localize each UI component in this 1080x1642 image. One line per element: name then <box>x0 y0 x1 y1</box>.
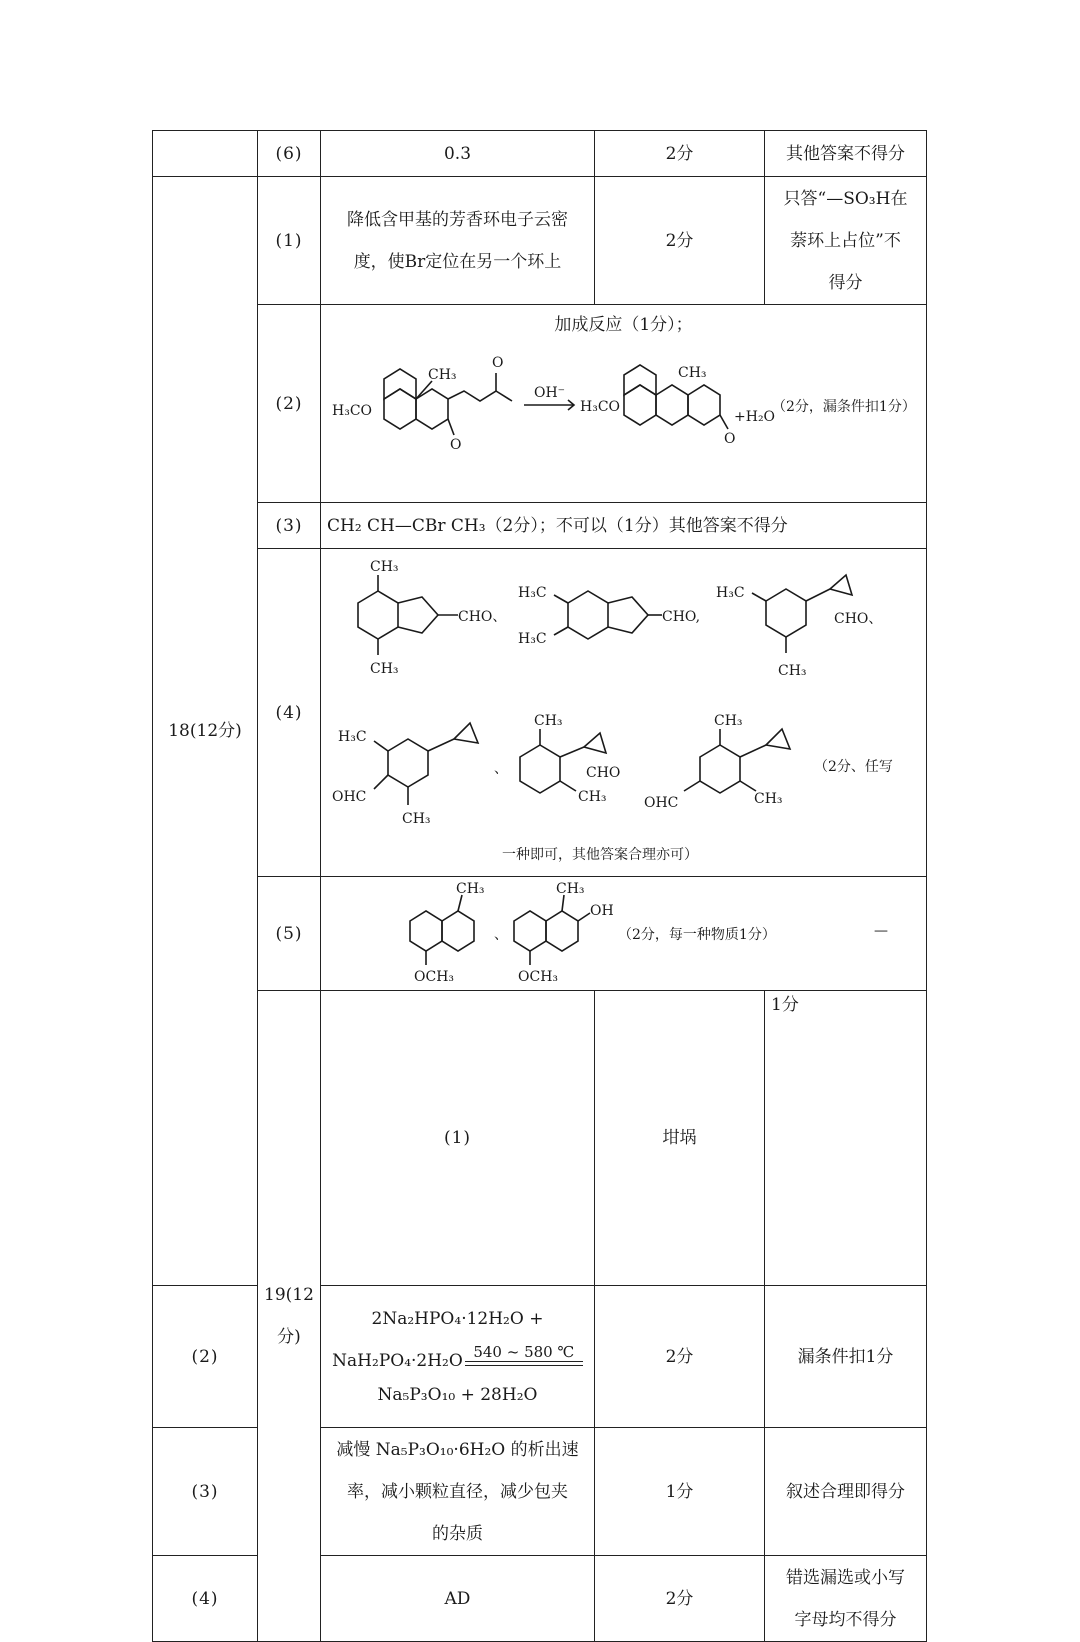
part-number: (6) <box>258 131 321 177</box>
answer-cell: 坩埚 <box>595 991 765 1286</box>
isomer-label: H₃C <box>715 584 745 601</box>
reactant-substituent: H₃CO <box>331 403 372 419</box>
isomer-label: H₃C <box>337 728 367 745</box>
isomer-structures <box>322 553 926 873</box>
score-cell: 2分 <box>595 131 765 177</box>
isomer-label: CH₃ <box>753 790 783 807</box>
structure-label: OH <box>589 902 614 919</box>
score-cell: 1分 <box>595 1428 765 1556</box>
dash-mark: — <box>873 922 888 939</box>
isomer-label: H₃C <box>517 584 547 601</box>
product-substituent: H₃CO <box>579 399 620 415</box>
isomer-label: CH₃ <box>577 788 607 805</box>
table-row <box>153 305 927 503</box>
part-number: (4) <box>153 1556 258 1642</box>
reagent: OH⁻ <box>533 385 565 401</box>
isomer-separator: 、 <box>493 760 508 777</box>
answer-line: 率，减小颗粒直径，减少包夹 <box>347 1481 568 1502</box>
question-cell-empty <box>153 131 258 177</box>
answer-line: 减慢 Na₅P₃O₁₀·6H₂O 的析出速 <box>336 1439 579 1460</box>
isomer-label: CH₃ <box>533 712 563 729</box>
water: +H₂O <box>733 409 775 425</box>
isomer-note: 一种即可，其他答案合理亦可） <box>501 846 698 863</box>
score-cell: 2分 <box>595 1556 765 1642</box>
part-number: (4) <box>258 549 321 877</box>
table-row <box>153 131 927 177</box>
structure-label: OCH₃ <box>517 968 558 985</box>
reactant-ch3: CH₃ <box>427 367 457 383</box>
score-cell: 1分 <box>765 991 927 1286</box>
equation-cell <box>321 1286 595 1428</box>
table-row <box>153 503 927 549</box>
equation-line: 2Na₂HPO₄·12H₂O + <box>371 1308 544 1329</box>
note-cell <box>765 1556 927 1642</box>
answer-line: 降低含甲基的芳香环电子云密 <box>347 209 568 230</box>
table-row <box>153 991 927 1286</box>
isomer-label: CHO <box>585 764 620 781</box>
note-cell <box>765 177 927 305</box>
answer-key-table <box>152 130 926 1630</box>
svg-text:O: O <box>449 437 461 453</box>
isomer-label: CHO、 <box>457 608 506 625</box>
score-cell: 2分 <box>595 177 765 305</box>
products-note: （2分，每一种物质1分） <box>617 926 776 943</box>
note-line: 萘环上占位”不 <box>790 230 901 251</box>
part-number: (3) <box>153 1428 258 1556</box>
note-line: 字母均不得分 <box>794 1609 897 1630</box>
table-row <box>153 549 927 877</box>
reaction-scheme <box>324 339 924 479</box>
note-cell: 叙述合理即得分 <box>765 1428 927 1556</box>
part-number: (1) <box>258 177 321 305</box>
answer-line: 度，使Br定位在另一个环上 <box>353 251 562 272</box>
isomer-label: CH₃ <box>401 810 431 827</box>
table-row <box>153 177 927 305</box>
note-cell: 其他答案不得分 <box>765 131 927 177</box>
equation-line: Na₅P₃O₁₀ + 28H₂O <box>377 1384 538 1405</box>
products-cell <box>321 877 927 991</box>
score-cell: 2分 <box>595 1286 765 1428</box>
product-structure <box>624 365 728 429</box>
structure-separator: 、 <box>493 926 508 943</box>
note-cell: 漏条件扣1分 <box>765 1286 927 1428</box>
structure-label: CH₃ <box>555 880 585 897</box>
isomer-label: OHC <box>643 794 678 811</box>
structure-label: CH₃ <box>455 880 485 897</box>
note-line: 得分 <box>828 272 863 293</box>
equation-line: NaH₂PO₄·2H₂O <box>332 1350 463 1371</box>
answer-cell: CH₂ CH—CBr CH₃（2分）；不可以（1分）其他答案不得分 <box>321 503 927 549</box>
isomer-note: （2分、任写 <box>813 758 893 775</box>
structure-label: OCH₃ <box>413 968 454 985</box>
part-number: (5) <box>258 877 321 991</box>
answer-line: 的杂质 <box>432 1523 483 1544</box>
reaction-condition: 540 ~ 580 ℃ <box>473 1342 575 1361</box>
note-line: 只答“—SO₃H在 <box>783 188 908 209</box>
answer-cell <box>321 1428 595 1556</box>
isomer-label: CH₃ <box>369 660 399 677</box>
answer-cell: 0.3 <box>321 131 595 177</box>
product-structures <box>322 879 926 989</box>
part-number: (2) <box>258 305 321 503</box>
reaction-head: 加成反应（1分）； <box>554 315 693 335</box>
isomer-label: CHO、 <box>833 610 882 627</box>
question-label: 18(12分) <box>153 177 258 1286</box>
part-number: (1) <box>321 991 595 1286</box>
answer-cell: AD <box>321 1556 595 1642</box>
table-row <box>153 877 927 991</box>
isomer-label: CHO, <box>661 608 700 625</box>
reaction-cell <box>321 305 927 503</box>
isomer-label: CH₃ <box>713 712 743 729</box>
isomer-label: CH₃ <box>369 558 399 575</box>
question-label: 19(12分) <box>258 991 321 1642</box>
double-equals <box>465 1361 583 1366</box>
svg-text:O: O <box>723 431 735 447</box>
isomers-cell <box>321 549 927 877</box>
isomer-label: H₃C <box>517 630 547 647</box>
product-ch3: CH₃ <box>677 365 707 381</box>
reaction-note: （2分，漏条件扣1分） <box>771 399 916 415</box>
answer-cell <box>321 177 595 305</box>
svg-text:O: O <box>491 355 503 371</box>
isomer-label: OHC <box>331 788 366 805</box>
isomer-label: CH₃ <box>777 662 807 679</box>
note-line: 错选漏选或小写 <box>786 1567 905 1588</box>
part-number: (2) <box>153 1286 258 1428</box>
part-number: (3) <box>258 503 321 549</box>
